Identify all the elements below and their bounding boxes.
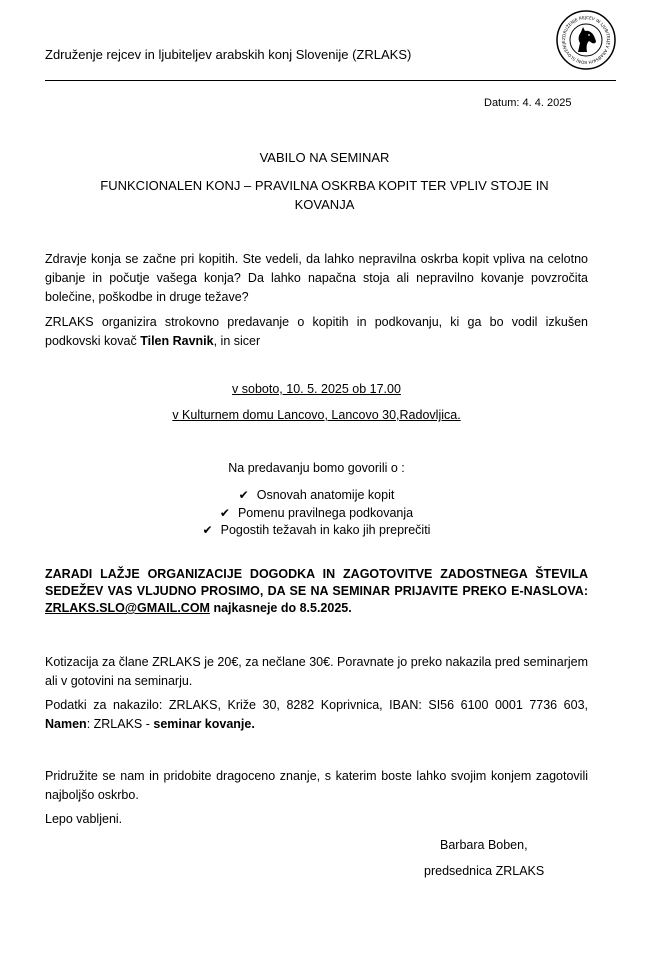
registration-notice: ZARADI LAŽJE ORGANIZACIJE DOGODKA IN ZAGOTOVITVE ZADOSTNEGA ŠTEVILA SEDEŽEV VAS VLJUDNO PROSIMO, DA SE NA SEMINAR PRIJAVITE PREKO E-NASLOVA: ZRLAKS.SLO@GMAIL.COM najkasneje do 8.5.2025. xyxy=(45,567,588,615)
organization-name: Združenje rejcev in ljubiteljev arabskih konj Slovenije (ZRLAKS) xyxy=(45,47,412,62)
registration-email-link[interactable]: ZRLAKS.SLO@GMAIL.COM xyxy=(45,601,210,615)
logo-text: ZDRUŽENJE REJCEV IN LJUBITELJEV ARABSKIH KONJ SLOVENIJE xyxy=(560,14,612,66)
organizer-paragraph: ZRLAKS organizira strokovno predavanje o kopitih in podkovanju, ki ga bo vodil izkušen podkovski kovač Tilen Ravnik, in sicer xyxy=(45,315,588,348)
event-date-time: v soboto, 10. 5. 2025 ob 17.00 xyxy=(232,382,401,396)
horse-head-logo-icon xyxy=(556,10,616,70)
list-item: ✔ Pomenu pravilnega podkovanja xyxy=(0,505,633,523)
speaker-name: Tilen Ravnik xyxy=(140,334,214,348)
invitation-title: VABILO NA SEMINAR xyxy=(259,150,390,165)
signature-role: predsednica ZRLAKS xyxy=(424,864,545,878)
fee-paragraph: Kotizacija za člane ZRLAKS je 20€, za nečlane 30€. Poravnate jo preko nakazila pred seminarjem ali v gotovini na seminarju. xyxy=(45,655,588,688)
check-mark-icon: ✔ xyxy=(219,505,230,520)
check-mark-icon: ✔ xyxy=(202,523,213,537)
intro-paragraph: Zdravje konja se začne pri kopitih. Ste vedeli, da lahko nepravilna oskrba kopit vpliva na celotno gibanje in počutje vašega konja? Da lahko napačna stoja ali nepravilno kovanje povzročita bolečine, poškodbe in druge težave? xyxy=(45,252,588,304)
list-item: ✔ Osnovah anatomije kopit xyxy=(0,487,633,505)
closing-greeting: Lepo vabljeni. xyxy=(45,812,123,826)
topics-list xyxy=(0,487,633,540)
topics-intro: Na predavanju bomo govorili o : xyxy=(228,461,405,475)
event-location: v Kulturnem domu Lancovo, Lancovo 30,Radovljica. xyxy=(172,408,461,422)
document-date: Datum: 4. 4. 2025 xyxy=(484,97,572,109)
check-mark-icon: ✔ xyxy=(238,488,249,502)
closing-paragraph: Pridružite se nam in pridobite dragoceno znanje, s katerim boste lahko svojim konjem zagotovili najboljšo oskrbo. xyxy=(45,769,588,802)
list-item: ✔ Pogostih težavah in kako jih preprečiti xyxy=(0,522,633,540)
header-rule xyxy=(45,80,616,81)
signature-name: Barbara Boben, xyxy=(440,838,528,852)
payment-details: Podatki za nakazilo: ZRLAKS, Križe 30, 8282 Koprivnica, IBAN: SI56 6100 0001 7736 603, Namen: ZRLAKS - seminar kovanje. xyxy=(45,698,588,731)
seminar-title: FUNKCIONALEN KONJ – PRAVILNA OSKRBA KOPIT TER VPLIV STOJE IN KOVANJA xyxy=(100,178,549,212)
